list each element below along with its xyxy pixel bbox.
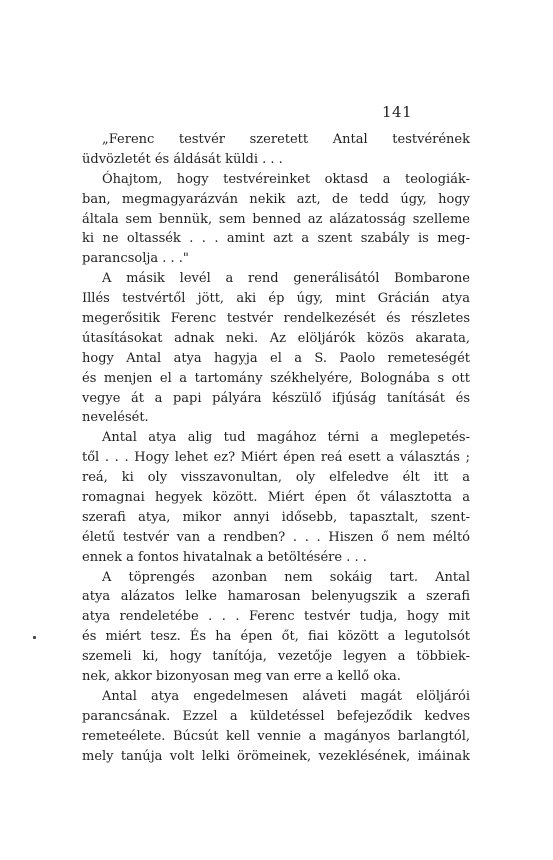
text-line: atya rendeletébe . . . Ferenc testvér tudja, hogy mit [82,609,470,625]
text-line: től . . . Hogy lehet ez? Miért épen reá esett a választás ; [82,450,470,466]
text-line: hogy Antal atya hagyja el a S. Paolo remeteségét [82,350,470,366]
text-line: Illés testvértől jött, aki ép úgy, mint Grácián atya [82,291,470,307]
text-line: Antal atya engedelmesen aláveti magát elöljárói [102,688,470,704]
text-line: és menjen el a tartomány székhelyére, Bolognába s ott [82,370,470,386]
text-line: megerősitik Ferenc testvér rendelkezését és részletes [82,311,470,327]
text-line: reá, ki oly visszavonultan, oly elfeledve élt itt a [82,470,470,486]
text-line: általa sem bennük, sem benned az alázatosság szelleme [82,211,470,227]
text-line: szerafi atya, mikor annyi idősebb, tapasztalt, szent- [82,509,470,525]
text-line: Antal atya alig tud magához térni a meglepetés- [102,430,470,446]
text-line: szemeli ki, hogy tanítója, vezetője legyen a többiek- [82,649,470,665]
text-line: nek, akkor bizonyosan meg van erre a kellő oka. [82,669,401,685]
text-line: mely tanúja volt lelki örömeinek, vezeklésének, imáinak [82,748,470,764]
text-line: ban, megmagyarázván nekik azt, de tedd úgy, hogy [82,191,470,207]
paper-speck [33,636,36,639]
text-line: Óhajtom, hogy testvéreinket oktasd a teologiák- [102,171,470,187]
text-line: atya alázatos lelke hamarosan belenyugszik a szerafi [82,589,470,605]
text-line: romagnai hegyek között. Miért épen őt választotta a [82,490,470,506]
text-line: nevelését. [82,410,149,426]
text-line: és miért tesz. És ha épen őt, fiai között a legutolsót [82,629,470,645]
text-line: A töprengés azonban nem sokáig tart. Antal [102,569,470,585]
text-line: vegye át a papi pályára készülő ifjúság tanítását és [82,390,470,406]
text-line: remeteélete. Búcsút kell vennie a magányos barlangtól, [82,728,470,744]
text-line: parancsának. Ezzel a küldetéssel befejeződik kedves [82,708,470,724]
text-line: parancsolja . . ." [82,251,189,267]
text-line: útasításokat adnak neki. Az elöljárók közös akarata, [82,330,470,346]
body-text [82,130,470,767]
page-number: 141 [382,103,413,121]
text-line: ki ne oltassék . . . amint azt a szent szabály is meg- [82,231,470,247]
text-line: „Ferenc testvér szeretett Antal testvérének [102,132,470,147]
text-line: A másik levél a rend generálisától Bombarone [102,271,470,287]
text-line: ennek a fontos hivatalnak a betöltésére . . . [82,549,367,565]
text-line: életű testvér van a rendben? . . . Hiszen ő nem méltó [82,529,470,545]
text-line: üdvözletét és áldását küldi . . . [82,151,283,167]
